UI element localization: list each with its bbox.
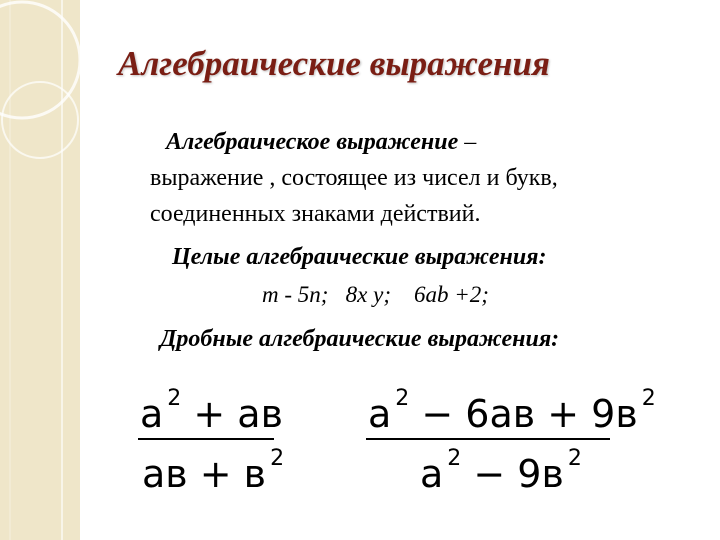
definition-term: Алгебраическое выражение [166, 129, 459, 155]
fraction-1 [138, 378, 285, 508]
fraction-1-den-base: ав + в [142, 452, 267, 496]
fraction-2-num-exponent-2: 2 [641, 386, 656, 411]
fraction-2-den-base: a [420, 452, 444, 496]
fraction-1-num-exponent: 2 [167, 386, 182, 411]
fraction-1-denominator [142, 446, 285, 496]
fraction-1-numerator [140, 386, 283, 436]
fraction-2-bar [366, 438, 610, 440]
fraction-1-den-exponent: 2 [270, 446, 285, 471]
definition-dash: – [458, 129, 477, 155]
fraction-1-num-base: a [140, 392, 164, 436]
definition-block [150, 124, 710, 232]
fraction-2-num-rest: − 6ав + 9в [409, 392, 638, 436]
fraction-2-numerator [368, 386, 656, 436]
fraction-2-denominator [420, 446, 582, 496]
fraction-2-num-exponent-1: 2 [395, 386, 410, 411]
integer-expressions-heading: Целые алгебраические выражения: [172, 244, 547, 270]
integer-expressions-examples: m - 5n; 8x y; 6ab +2; [262, 282, 489, 307]
fraction-2-num-base: a [368, 392, 392, 436]
fraction-2 [366, 378, 656, 508]
fraction-2-den-rest: − 9в [461, 452, 564, 496]
definition-line-1 [150, 124, 710, 160]
fraction-1-num-rest: + ав [181, 392, 283, 436]
fraction-2-den-exponent-1: 2 [447, 446, 462, 471]
decorative-circles [0, 0, 80, 540]
definition-line-3: соединенных знаками действий. [150, 201, 481, 227]
fraction-2-den-exponent-2: 2 [567, 446, 582, 471]
definition-line-2: выражение , состоящее из чисел и букв, [150, 165, 558, 191]
slide-title: Алгебраические выражения [118, 44, 550, 83]
fractional-expressions-heading: Дробные алгебраические выражения: [160, 326, 560, 352]
fraction-1-bar [138, 438, 274, 440]
